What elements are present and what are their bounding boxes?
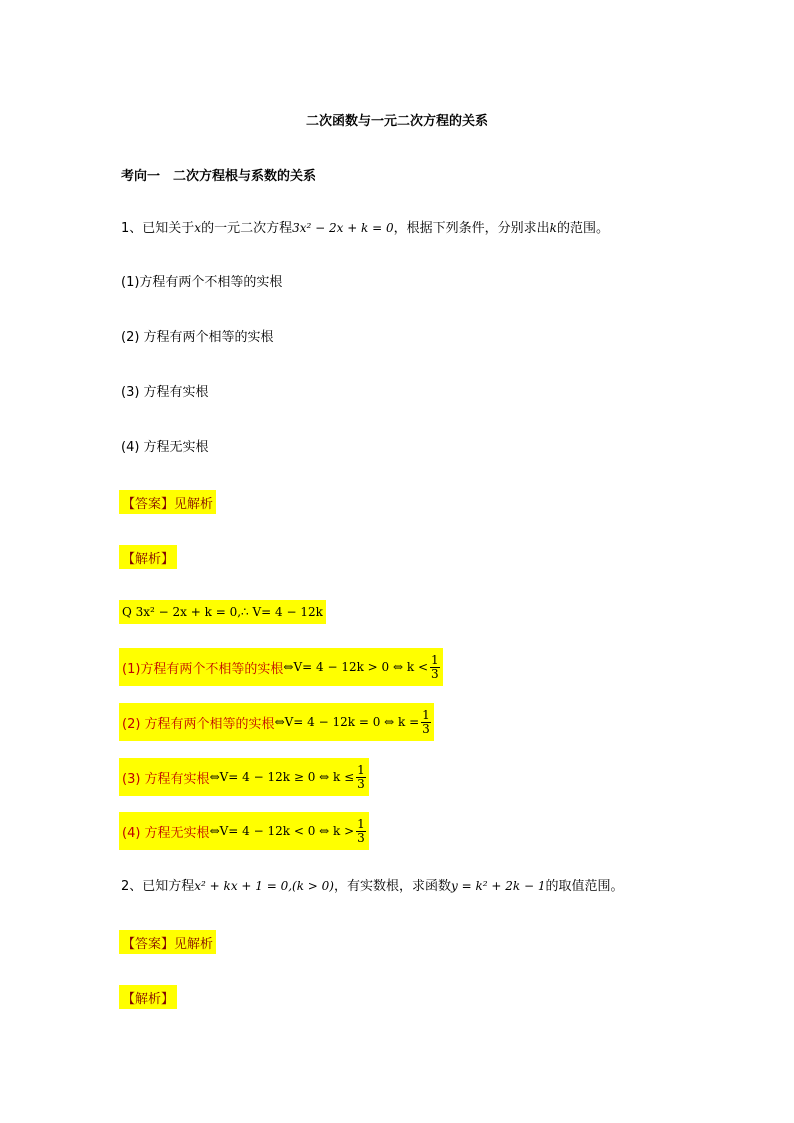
analysis-label-2: 【解析】 (119, 985, 177, 1009)
q1-equation: 3x² − 2x + k = 0 (292, 221, 394, 235)
answer-label: 【答案】见解析 (119, 490, 216, 514)
q1-item-2: (2) 方程有两个相等的实根 (121, 330, 274, 345)
fraction: $\frac{1}{3}$ (431, 652, 439, 681)
answer-label-2: 【答案】见解析 (119, 930, 216, 954)
var-k: k (549, 221, 557, 235)
q1-item-4: (4) 方程无实根 (121, 440, 209, 455)
q1-item-1: (1)方程有两个不相等的实根 (121, 275, 283, 290)
q2-equation: x² + kx + 1 = 0,(k > 0) (194, 879, 334, 893)
solution-line-0: Q 3x² − 2x + k = 0,∴ V= 4 − 12k (119, 600, 326, 624)
analysis-label: 【解析】 (119, 545, 177, 569)
solution-row-2: (2) 方程有两个相等的实根 ⇔V= 4 − 12k = 0 ⇔ k = $\frac{1}{3}$ (119, 703, 434, 741)
fraction: $\frac{1}{3}$ (422, 707, 430, 736)
var-x: x (194, 221, 202, 235)
question-2: 2、已知方程x² + kx + 1 = 0,(k > 0)，有实数根，求函数y = k² + 2k − 1的取值范围。 (121, 879, 624, 894)
fraction: $\frac{1}{3}$ (357, 762, 365, 791)
q2-function: y = k² + 2k − 1 (451, 879, 546, 893)
fraction: $\frac{1}{3}$ (357, 816, 365, 845)
solution-row-3: (3) 方程有实根 ⇔V= 4 − 12k ≥ 0 ⇔ k ≤ $\frac{1}{3}$ (119, 758, 369, 796)
q1-item-3: (3) 方程有实根 (121, 385, 209, 400)
question-1: 1、已知关于x的一元二次方程3x² − 2x + k = 0，根据下列条件，分别求出k的范围。 (121, 221, 609, 236)
solution-row-1: (1)方程有两个不相等的实根 ⇔V= 4 − 12k > 0 ⇔ k < $\frac{1}{3}$ (119, 648, 443, 686)
solution-row-4: (4) 方程无实根 ⇔V= 4 − 12k < 0 ⇔ k > $\frac{1}{3}$ (119, 812, 369, 850)
page-title: 二次函数与一元二次方程的关系 (305, 114, 488, 129)
section-heading: 考向一 二次方程根与系数的关系 (121, 169, 317, 184)
